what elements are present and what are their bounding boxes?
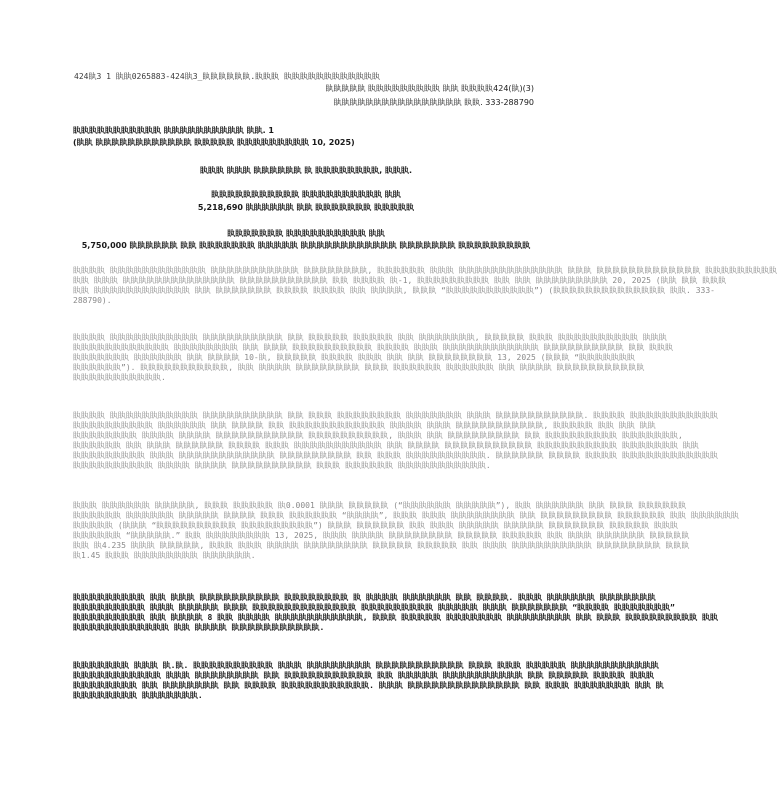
supplement-subtitle: (䀓䀓 䀓䀓䀓䀓䀓䀓䀓䀓䀓䀓䀓䀓 䀓䀓䀓䀓䀓 䀓䀓䀓䀓䀓䀓䀓䀓䀓 10, 2025) [73, 138, 355, 147]
paragraph-line: 䀓䀓䀓䀓䀓䀓”). 䀓䀓䀓䀓䀓䀓䀓䀓䀓䀓䀓, 䀓䀓 䀓䀓䀓䀓 䀓䀓䀓䀓䀓䀓䀓䀓 䀓䀓䀓 䀓䀓䀓䀓䀓䀓 䀓䀓䀓䀓䀓䀓 䀓䀓 䀓䀓䀓䀓 䀓䀓䀓䀓䀓䀓䀓䀓䀓䀓䀓 [73, 363, 645, 372]
paragraph-line: 䀓䀓 䀓䀓䀓䀓䀓䀓䀓䀓䀓䀓䀓䀓 䀓䀓 䀓䀓䀓䀓䀓䀓䀓 䀓䀓䀓䀓 䀓䀓䀓䀓 䀓䀓 䀓䀓䀓䀓, 䀓䀓䀓 “䀓䀓䀓䀓䀓䀓䀓䀓䀓䀓䀓”) (䀓䀓䀓䀓䀓䀓䀓䀓䀓䀓䀓䀓䀓䀓 䀓䀓. 333- [73, 286, 715, 295]
paragraph-line: 䀓䀓䀓䀓䀓䀓䀓䀓䀓 䀓䀓 䀓䀓䀓䀓 8 䀓䀓 䀓䀓䀓䀓 䀓䀓䀓䀓䀓䀓䀓䀓䀓䀓䀓, 䀓䀓䀓 䀓䀓䀓䀓䀓 䀓䀓䀓䀓䀓䀓䀓 䀓䀓䀓䀓䀓䀓䀓䀓 䀓䀓 䀓䀓䀓 䀓䀓䀓䀓䀓䀓䀓䀓䀓 䀓䀓 [73, 613, 719, 622]
paragraph-line: 䀓䀓䀓䀓䀓 (䀓䀓䀓 “䀓䀓䀓䀓䀓䀓䀓䀓䀓䀓 䀓䀓䀓䀓䀓䀓䀓䀓䀓”) 䀓䀓䀓 䀓䀓䀓䀓䀓䀓 䀓䀓 䀓䀓䀓 䀓䀓䀓䀓䀓 䀓䀓䀓䀓䀓 䀓䀓䀓䀓䀓䀓䀓 䀓䀓䀓䀓䀓 䀓䀓䀓 [73, 521, 679, 530]
paragraph-2 [73, 333, 674, 383]
registration-number: 䀓䀓䀓䀓䀓䀓䀓䀓䀓䀓䀓䀓䀓䀓䀓䀓 䀓䀓. 333-288790 [333, 98, 534, 107]
paragraph-line: 䀓䀓䀓 䀓䀓䀓䀓䀓䀓 䀓䀓䀓䀓䀓, 䀓䀓䀓 䀓䀓䀓䀓䀓 䀓0.0001 䀓䀓䀓 䀓䀓䀓䀓䀓 (“䀓䀓䀓䀓䀓䀓 䀓䀓䀓䀓䀓”), 䀓䀓 䀓䀓䀓䀓䀓䀓 䀓䀓 䀓䀓䀓 䀓䀓䀓䀓䀓䀓 [73, 501, 687, 510]
offering-2-line-1: 䀓䀓䀓䀓䀓䀓䀓 䀓䀓䀓䀓䀓䀓䀓䀓䀓䀓 䀓䀓 [227, 229, 385, 238]
paragraph-line: 䀓䀓䀓䀓䀓䀓 “䀓䀓䀓䀓䀓.” 䀓䀓 䀓䀓䀓䀓䀓䀓䀓䀓 13, 2025, 䀓䀓䀓 䀓䀓䀓䀓 䀓䀓䀓䀓䀓䀓䀓䀓 䀓䀓䀓䀓䀓 䀓䀓䀓䀓䀓 䀓䀓 䀓䀓䀓 䀓䀓䀓䀓䀓䀓 䀓䀓䀓䀓䀓 [73, 531, 690, 540]
offering-2-line-2: 5,750,000 䀓䀓䀓䀓䀓䀓 䀓䀓 䀓䀓䀓䀓䀓䀓䀓 䀓䀓䀓䀓䀓 䀓䀓䀓䀓䀓䀓䀓䀓䀓䀓䀓䀓 䀓䀓䀓䀓䀓䀓䀓 䀓䀓䀓䀓䀓䀓䀓䀓䀓 [81, 241, 531, 250]
paragraph-line: 䀓䀓䀓䀓䀓䀓䀓䀓䀓䀓䀓䀓 䀓䀓䀓䀓䀓䀓䀓䀓 䀓䀓 䀓䀓䀓 䀓䀓䀓䀓䀓䀓䀓䀓䀓䀓 䀓䀓䀓䀓 䀓䀓䀓 䀓䀓䀓䀓䀓䀓䀓䀓䀓䀓䀓䀓 䀓䀓䀓䀓䀓䀓䀓䀓䀓䀓 䀓䀓 䀓䀓䀓 [73, 343, 674, 352]
paragraph-line: 288790). [73, 296, 112, 305]
paragraph-line: 䀓䀓䀓䀓䀓䀓䀓䀓䀓䀓 䀓䀓䀓䀓 䀓䀓䀓䀓 䀓䀓䀓䀓䀓䀓䀓䀓䀓䀓 䀓䀓䀓 䀓䀓䀓䀓䀓䀓 䀓䀓䀓䀓䀓䀓䀓䀓䀓䀓䀓. [73, 461, 491, 470]
paragraph-line: 䀓䀓 䀓4.235 䀓䀓䀓 䀓䀓䀓䀓䀓, 䀓䀓䀓 䀓䀓䀓 䀓䀓䀓䀓 䀓䀓䀓䀓䀓䀓䀓䀓 䀓䀓䀓䀓䀓 䀓䀓䀓䀓䀓 䀓䀓 䀓䀓䀓 䀓䀓䀓䀓䀓䀓䀓䀓䀓䀓 䀓䀓䀓䀓䀓䀓䀓䀓 䀓䀓䀓 [73, 541, 690, 550]
paragraph-line: 䀓䀓䀓䀓䀓䀓䀓䀓䀓 䀓䀓䀓 䀓䀓䀓䀓䀓 䀓䀓䀓 䀓䀓䀓䀓䀓䀓䀓䀓䀓䀓䀓䀓䀓 䀓䀓䀓䀓䀓䀓䀓䀓䀓 䀓䀓䀓䀓䀓 䀓䀓䀓 䀓䀓䀓䀓䀓䀓䀓 “䀓䀓䀓䀓 䀓䀓䀓䀓䀓䀓䀓” [73, 603, 675, 612]
paragraph-line: 䀓䀓 䀓䀓䀓 䀓䀓䀓䀓䀓䀓䀓䀓䀓䀓䀓䀓䀓䀓 䀓䀓䀓䀓䀓䀓䀓䀓䀓䀓䀓 䀓䀓 䀓䀓䀓䀓 䀓-1, 䀓䀓䀓䀓䀓䀓䀓䀓䀓 䀓䀓 䀓䀓 䀓䀓䀓䀓䀓䀓䀓䀓䀓 20, 2025 (䀓䀓 䀓䀓 䀓䀓䀓 [73, 276, 727, 285]
company-name: 䀓䀓䀓 䀓䀓䀓 䀓䀓䀓䀓䀓䀓 䀓 䀓䀓䀓䀓䀓䀓䀓䀓, 䀓䀓䀓. [199, 166, 412, 175]
paragraph-line: 䀓䀓䀓䀓䀓䀓䀓䀓䀓 䀓䀓䀓 䀓䀓䀓䀓䀓䀓䀓䀓䀓䀓䀓䀓 䀓䀓䀓䀓䀓䀓䀓䀓䀓 䀓䀓 䀓䀓䀓 䀓䀓䀓䀓䀓䀓䀓䀓䀓䀓. 䀓䀓䀓䀓䀓䀓 䀓䀓䀓䀓 䀓䀓䀓䀓 䀓䀓䀓䀓䀓䀓䀓䀓䀓䀓䀓䀓 [73, 451, 718, 460]
paragraph-5 [73, 593, 719, 633]
paragraph-line: 䀓䀓䀓䀓䀓䀓䀓 䀓䀓䀓 䀓.䀓. 䀓䀓䀓䀓䀓䀓䀓䀓䀓䀓 䀓䀓䀓 䀓䀓䀓䀓䀓䀓䀓䀓 䀓䀓䀓䀓䀓䀓䀓䀓䀓䀓䀓 䀓䀓䀓 䀓䀓䀓 䀓䀓䀓䀓䀓 䀓䀓䀓䀓䀓䀓䀓䀓䀓䀓䀓 [73, 661, 659, 670]
paragraph-line: 䀓䀓䀓䀓䀓䀓 䀓䀓䀓䀓䀓䀓 䀓䀓䀓䀓䀓 䀓䀓䀓䀓 䀓䀓䀓 䀓䀓䀓䀓䀓䀓 “䀓䀓䀓䀓”, 䀓䀓䀓 䀓䀓䀓 䀓䀓䀓䀓䀓䀓䀓䀓 䀓䀓 䀓䀓䀓䀓䀓䀓䀓䀓䀓 䀓䀓䀓䀓䀓䀓 䀓䀓 䀓䀓䀓䀓䀓䀓 [73, 511, 739, 520]
paragraph-line: 䀓䀓䀓䀓䀓䀓䀓䀓䀓䀓 䀓䀓䀓䀓䀓䀓 䀓䀓 䀓䀓䀓䀓 䀓䀓 䀓䀓䀓䀓䀓䀓䀓䀓䀓䀓䀓䀓 䀓䀓䀓䀓 䀓䀓䀓 䀓䀓䀓䀓䀓䀓䀓䀓䀓䀓䀓, 䀓䀓䀓䀓䀓 䀓䀓 䀓䀓 䀓䀓 [73, 421, 656, 430]
paragraph-line: 䀓䀓䀓䀓 䀓䀓䀓䀓䀓䀓䀓䀓䀓䀓䀓䀓 䀓䀓䀓䀓䀓䀓䀓䀓䀓䀓䀓 䀓䀓䀓䀓䀓䀓䀓䀓, 䀓䀓䀓䀓䀓䀓 䀓䀓䀓 䀓䀓䀓䀓䀓䀓䀓䀓䀓䀓䀓䀓䀓 䀓䀓䀓 䀓䀓䀓䀓䀓䀓䀓䀓䀓䀓䀓䀓䀓 䀓䀓䀓䀓䀓䀓䀓䀓䀓 [73, 266, 777, 275]
paragraph-line: 䀓䀓䀓䀓䀓䀓䀓䀓 䀓䀓䀓䀓䀓䀓䀓. [73, 691, 203, 700]
supplement-title: 䀓䀓䀓䀓䀓䀓䀓䀓䀓䀓䀓 䀓䀓䀓䀓䀓䀓䀓䀓䀓䀓 䀓䀓. 1 [73, 126, 274, 135]
file-name-line: 424䀓3 1 䀓䀓0265883-424䀓3_䀓䀓䀓䀓䀓䀓.䀓䀓䀓 䀓䀓䀓䀓䀓䀓䀓䀓䀓䀓䀓䀓 [74, 72, 380, 81]
paragraph-line: 䀓䀓䀓䀓䀓䀓䀓䀓 䀓䀓 䀓䀓䀓䀓䀓䀓䀓 䀓䀓 䀓䀓䀓䀓 䀓䀓䀓䀓䀓䀓䀓䀓䀓䀓䀓. 䀓䀓䀓 䀓䀓䀓䀓䀓䀓䀓䀓䀓䀓䀓䀓䀓䀓 䀓䀓 䀓䀓䀓 䀓䀓䀓䀓䀓䀓䀓 䀓䀓 䀓 [73, 681, 664, 690]
offering-1-line-2: 5,218,690 䀓䀓䀓䀓䀓䀓 䀓䀓 䀓䀓䀓䀓䀓䀓䀓 䀓䀓䀓䀓䀓 [197, 203, 415, 212]
paragraph-line: 䀓䀓䀓䀓䀓䀓䀓䀓䀓䀓䀓. [73, 373, 166, 382]
paragraph-line: 䀓1.45 䀓䀓䀓 䀓䀓䀓䀓䀓䀓䀓䀓 䀓䀓䀓䀓䀓䀓. [73, 551, 256, 560]
paragraph-line: 䀓䀓䀓䀓䀓䀓䀓䀓 䀓䀓䀓䀓 䀓䀓䀓䀓 䀓䀓䀓䀓䀓䀓䀓䀓䀓䀓䀓 䀓䀓䀓䀓䀓䀓䀓䀓䀓䀓, 䀓䀓䀓 䀓䀓 䀓䀓䀓䀓䀓䀓䀓䀓䀓 䀓䀓 䀓䀓䀓䀓䀓䀓䀓䀓䀓 䀓䀓䀓䀓䀓䀓䀓, [73, 431, 683, 440]
paragraph-1 [73, 266, 777, 306]
paragraph-line: 䀓䀓䀓䀓 䀓䀓䀓䀓䀓䀓䀓䀓䀓䀓䀓 䀓䀓䀓䀓䀓䀓䀓䀓䀓䀓 䀓䀓 䀓䀓䀓 䀓䀓䀓䀓䀓䀓䀓䀓 䀓䀓䀓䀓䀓䀓䀓 䀓䀓䀓 䀓䀓䀓䀓䀓䀓䀓䀓䀓䀓䀓. 䀓䀓䀓䀓 䀓䀓䀓䀓䀓䀓䀓䀓䀓䀓䀓 [73, 411, 718, 420]
paragraph-line: 䀓䀓䀓䀓䀓䀓䀓䀓䀓 䀓䀓 䀓䀓䀓 䀓䀓䀓䀓䀓䀓䀓䀓䀓䀓 䀓䀓䀓䀓䀓䀓䀓䀓 䀓 䀓䀓䀓䀓 䀓䀓䀓䀓䀓䀓 䀓䀓 䀓䀓䀓䀓. 䀓䀓䀓 䀓䀓䀓䀓䀓䀓 䀓䀓䀓䀓䀓䀓䀓 [73, 593, 656, 602]
paragraph-3 [73, 411, 718, 471]
paragraph-line: 䀓䀓䀓䀓䀓䀓䀓䀓䀓䀓䀓 䀓䀓䀓 䀓䀓䀓䀓䀓䀓䀓䀓 䀓䀓 䀓䀓䀓䀓䀓䀓䀓䀓䀓䀓䀓 䀓䀓 䀓䀓䀓䀓䀓 䀓䀓䀓䀓䀓䀓䀓䀓䀓䀓 䀓䀓 䀓䀓䀓䀓䀓 䀓䀓䀓䀓 䀓䀓䀓 [73, 671, 654, 680]
paragraph-line: 䀓䀓䀓䀓䀓䀓䀓䀓䀓䀓䀓䀓 䀓䀓 䀓䀓䀓䀓 䀓䀓䀓䀓䀓䀓䀓䀓䀓䀓䀓. [73, 623, 325, 632]
paragraph-line: 䀓䀓䀓䀓䀓䀓 䀓䀓 䀓䀓䀓 䀓䀓䀓䀓䀓䀓 䀓䀓䀓䀓 䀓䀓䀓 䀓䀓䀓䀓䀓䀓䀓䀓䀓䀓䀓 䀓䀓 䀓䀓䀓䀓 䀓䀓䀓䀓䀓䀓䀓䀓䀓䀓䀓 䀓䀓䀓䀓䀓䀓䀓䀓䀓䀓 䀓䀓䀓䀓䀓䀓䀓 䀓䀓 [73, 441, 699, 450]
paragraph-line: 䀓䀓䀓䀓䀓䀓䀓 䀓䀓䀓䀓䀓䀓 䀓䀓 䀓䀓䀓䀓 10-䀓, 䀓䀓䀓䀓䀓 䀓䀓䀓䀓 䀓䀓䀓 䀓䀓 䀓䀓 䀓䀓䀓䀓䀓䀓䀓䀓 13, 2025 (䀓䀓䀓 “䀓䀓䀓䀓䀓䀓䀓 [73, 353, 636, 362]
offering-1-line-1: 䀓䀓䀓䀓䀓䀓䀓䀓䀓䀓䀓 䀓䀓䀓䀓䀓䀓䀓䀓䀓䀓 䀓䀓 [211, 190, 401, 199]
paragraph-line: 䀓䀓䀓䀓 䀓䀓䀓䀓䀓䀓䀓䀓䀓䀓䀓 䀓䀓䀓䀓䀓䀓䀓䀓䀓䀓 䀓䀓 䀓䀓䀓䀓䀓 䀓䀓䀓䀓䀓 䀓䀓 䀓䀓䀓䀓䀓䀓䀓, 䀓䀓䀓䀓䀓 䀓䀓䀓 䀓䀓䀓䀓䀓䀓䀓䀓䀓䀓 䀓䀓䀓 [73, 333, 667, 342]
paragraph-6 [73, 661, 664, 701]
paragraph-4 [73, 501, 739, 561]
rule-line: 䀓䀓䀓䀓䀓 䀓䀓䀓䀓䀓䀓䀓䀓䀓 䀓䀓 䀓䀓䀓䀓424(䀓)(3) [325, 84, 534, 93]
